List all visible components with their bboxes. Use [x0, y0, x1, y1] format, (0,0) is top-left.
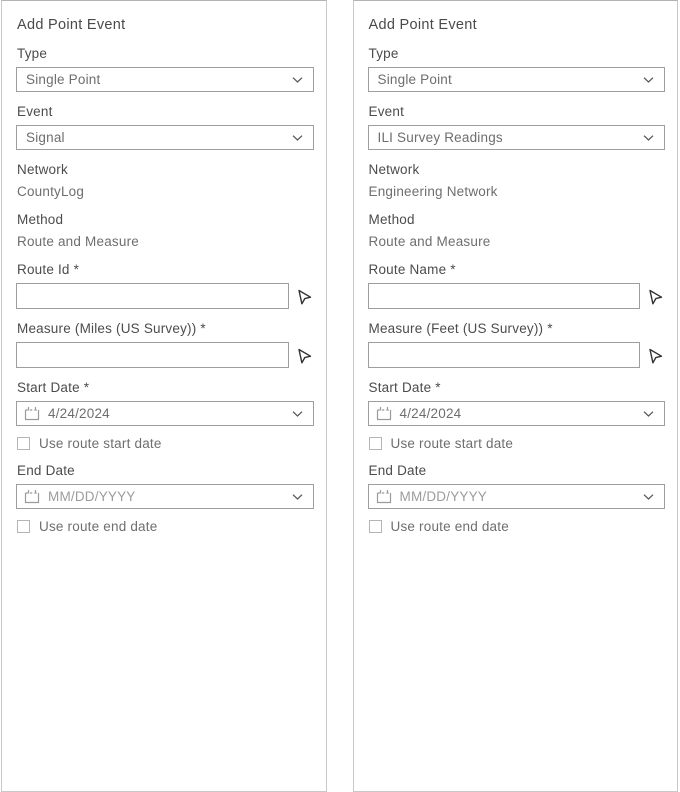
chevron-down-icon — [643, 494, 654, 500]
start-date-value: 4/24/2024 — [399, 406, 462, 421]
start-date-picker[interactable] — [16, 401, 314, 426]
end-date-label: End Date — [368, 463, 427, 478]
method-label: Method — [368, 212, 415, 227]
event-select-value: Signal — [26, 130, 65, 145]
map-pointer-icon — [646, 347, 664, 364]
measure-input[interactable] — [16, 342, 289, 368]
end-date-placeholder: MM/DD/YYYY — [48, 489, 136, 504]
calendar-icon — [376, 489, 392, 504]
chevron-down-icon — [643, 411, 654, 417]
route-id-input[interactable] — [16, 283, 289, 309]
end-date-label: End Date — [17, 463, 75, 478]
network-label: Network — [368, 162, 420, 177]
type-label: Type — [17, 46, 48, 61]
method-value: Route and Measure — [17, 234, 139, 249]
chevron-down-icon — [292, 411, 303, 417]
use-route-start-date-row — [16, 436, 314, 451]
add-point-event-panel-left — [1, 0, 327, 792]
event-select[interactable] — [368, 125, 666, 150]
network-value: CountyLog — [17, 184, 85, 199]
calendar-icon — [376, 406, 392, 421]
event-select[interactable] — [16, 125, 314, 150]
route-id-label: Route Id * — [17, 262, 80, 277]
start-date-picker[interactable] — [368, 401, 666, 426]
event-label: Event — [368, 104, 405, 119]
measure-label: Measure (Feet (US Survey)) * — [368, 321, 553, 336]
measure-input[interactable] — [368, 342, 641, 368]
end-date-picker[interactable] — [16, 484, 314, 509]
route-name-label: Route Name * — [368, 262, 456, 277]
add-point-event-panel-right — [353, 0, 679, 792]
use-route-end-date-label: Use route end date — [39, 519, 158, 534]
method-value: Route and Measure — [368, 234, 491, 249]
start-date-label: Start Date * — [17, 380, 90, 395]
use-route-start-date-row — [368, 436, 666, 451]
chevron-down-icon — [643, 135, 654, 141]
type-select[interactable] — [368, 67, 666, 92]
use-route-end-date-row — [16, 519, 314, 534]
route-id-row — [16, 283, 314, 309]
page-title: Add Point Event — [368, 17, 477, 33]
event-select-value: ILI Survey Readings — [377, 130, 503, 145]
use-route-end-date-checkbox[interactable] — [369, 520, 382, 533]
use-route-start-date-label: Use route start date — [39, 436, 162, 451]
type-select-value: Single Point — [377, 72, 452, 87]
page-title: Add Point Event — [17, 17, 126, 33]
chevron-down-icon — [292, 77, 303, 83]
measure-label: Measure (Miles (US Survey)) * — [17, 321, 206, 336]
use-route-start-date-label: Use route start date — [390, 436, 514, 451]
type-label: Type — [368, 46, 399, 61]
start-date-value: 4/24/2024 — [48, 406, 110, 421]
network-label: Network — [17, 162, 68, 177]
use-route-end-date-label: Use route end date — [390, 519, 509, 534]
chevron-down-icon — [643, 77, 654, 83]
measure-row — [368, 342, 666, 368]
method-label: Method — [17, 212, 64, 227]
end-date-picker[interactable] — [368, 484, 666, 509]
type-select[interactable] — [16, 67, 314, 92]
event-label: Event — [17, 104, 53, 119]
calendar-icon — [24, 489, 40, 504]
route-name-row — [368, 283, 666, 309]
map-pointer-icon — [646, 288, 664, 305]
use-route-end-date-row — [368, 519, 666, 534]
start-date-label: Start Date * — [368, 380, 441, 395]
map-pointer-icon — [295, 347, 313, 364]
calendar-icon — [24, 406, 40, 421]
chevron-down-icon — [292, 494, 303, 500]
use-route-start-date-checkbox[interactable] — [17, 437, 30, 450]
pick-measure-from-map-button[interactable] — [294, 345, 314, 365]
end-date-placeholder: MM/DD/YYYY — [399, 489, 488, 504]
map-pointer-icon — [295, 288, 313, 305]
use-route-end-date-checkbox[interactable] — [17, 520, 30, 533]
use-route-start-date-checkbox[interactable] — [369, 437, 382, 450]
type-select-value: Single Point — [26, 72, 101, 87]
measure-row — [16, 342, 314, 368]
pick-route-from-map-button[interactable] — [294, 286, 314, 306]
pick-measure-from-map-button[interactable] — [645, 345, 665, 365]
network-value: Engineering Network — [368, 184, 498, 199]
pick-route-from-map-button[interactable] — [645, 286, 665, 306]
route-name-input[interactable] — [368, 283, 641, 309]
chevron-down-icon — [292, 135, 303, 141]
